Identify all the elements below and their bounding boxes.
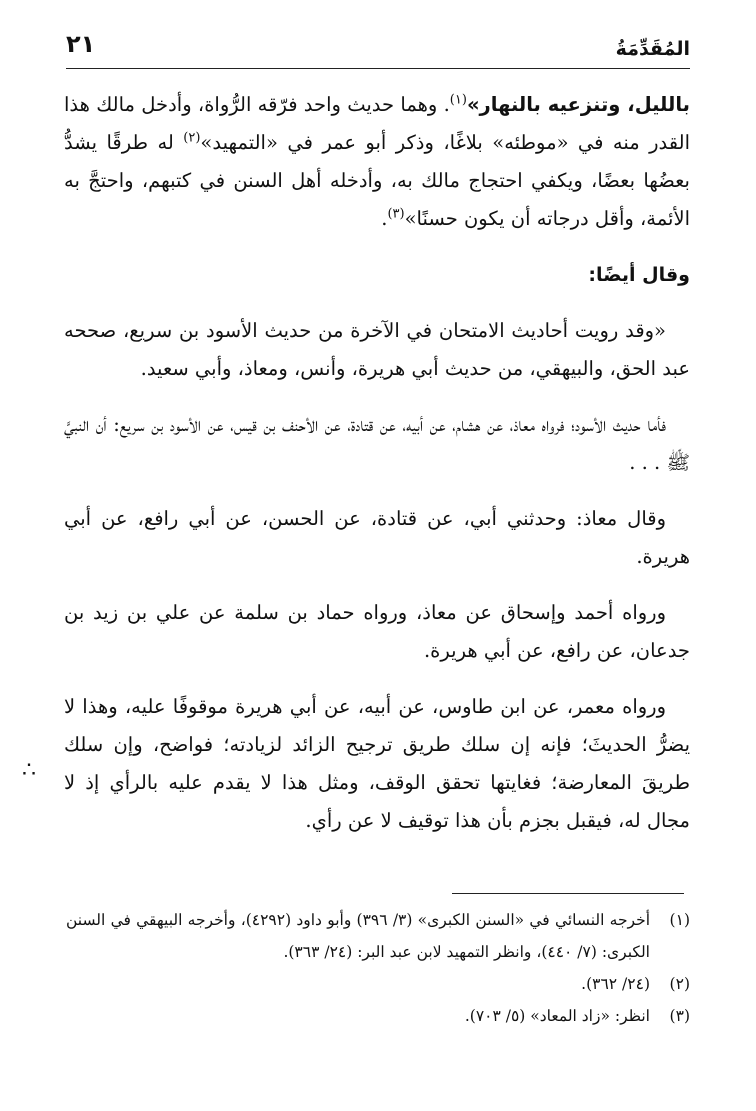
paragraph-1-text-b: له طرقًا يشدُّ بعضُها بعضًا، ويكفي احتجاج مالك به، وأدخله أهل السنن في كتبهم، واحتجَّ به الأئمة، وأقل درجاته أن يكون حسنًا»	[64, 131, 690, 230]
footnote-number: (٣)	[669, 1007, 690, 1025]
footnote-number: (١)	[669, 911, 690, 929]
paragraph-1-text-a: . وهما حديث واحد فرّقه الرُّواة، وأدخل مالك هذا القدر منه في «موطئه» بلاغًا، وذكر أبو عمر في «التمهيد»	[64, 93, 691, 154]
paragraph-1	[64, 86, 690, 238]
footnote-ref-1: (١)	[449, 92, 467, 108]
footnote-number: (٢)	[669, 975, 690, 993]
footnotes	[66, 904, 690, 1032]
footnote-2	[66, 968, 690, 1000]
running-title: المُقَدِّمَةُ	[615, 38, 690, 60]
footnote-ref-2: (٢)	[183, 130, 201, 146]
paragraph-4: وقال معاذ: وحدثني أبي، عن قتادة، عن الحسن، عن أبي رافع، عن أبي هريرة.	[64, 507, 690, 568]
page-number: ٢١	[66, 30, 96, 58]
paragraph-3: فأما حديث الأسود؛ فرواه معاذ، عن هشام، عن أبيه، عن قتادة، عن الأحنف بن قيس، عن الأسود بن سريع: أن النبيَّ ﷺ . . .	[64, 413, 690, 474]
footnote-text: (٢٤/ ٣٦٢).	[581, 975, 650, 993]
margin-mark: ∴	[22, 758, 36, 783]
paragraph-1-lead: بالليل، وتنزعيه بالنهار»	[466, 93, 690, 116]
footnote-divider	[452, 893, 684, 894]
footnote-ref-3: (٣)	[387, 206, 405, 222]
subheading: وقال أيضًا:	[588, 264, 690, 286]
page-header	[66, 28, 690, 69]
footnote-text: أخرجه النسائي في «السنن الكبرى» (٣/ ٣٩٦) وأبو داود (٤٢٩٢)، وأخرجه البيهقي في السنن الكبرى: (٧/ ٤٤٠)، وانظر التمهيد لابن عبد البر: (٢٤/ ٣٦٣).	[66, 911, 650, 961]
paragraph-1-text-c: .	[381, 207, 388, 230]
footnote-3	[66, 1000, 690, 1032]
paragraph-5: ورواه أحمد وإسحاق عن معاذ، ورواه حماد بن سلمة عن علي بن زيد بن جدعان، عن رافع، عن أبي هريرة.	[64, 601, 690, 662]
paragraph-6: ورواه معمر، عن ابن طاوس، عن أبيه، عن أبي هريرة موقوفًا عليه، وهذا لا يضرُّ الحديثَ؛ فإنه إن سلك طريق ترجيح الزائد لزيادته؛ فواضح، وإن سلك طريقَ المعارضة؛ فغايتها تحقق الوقف، ومثل هذا لا يقدم عليه بالرأي إذ لا مجال له، فيقبل بجزم بأن هذا توقيف لا عن رأي.	[64, 695, 690, 832]
paragraph-2: «وقد رويت أحاديث الامتحان في الآخرة من حديث الأسود بن سريع، صححه عبد الحق، والبيهقي، من حديث أبي هريرة، وأنس، ومعاذ، وأبي سعيد.	[64, 319, 690, 380]
main-text	[64, 86, 690, 858]
footnote-text: انظر: «زاد المعاد» (٥/ ٧٠٣).	[464, 1007, 650, 1025]
footnote-1	[66, 904, 690, 968]
